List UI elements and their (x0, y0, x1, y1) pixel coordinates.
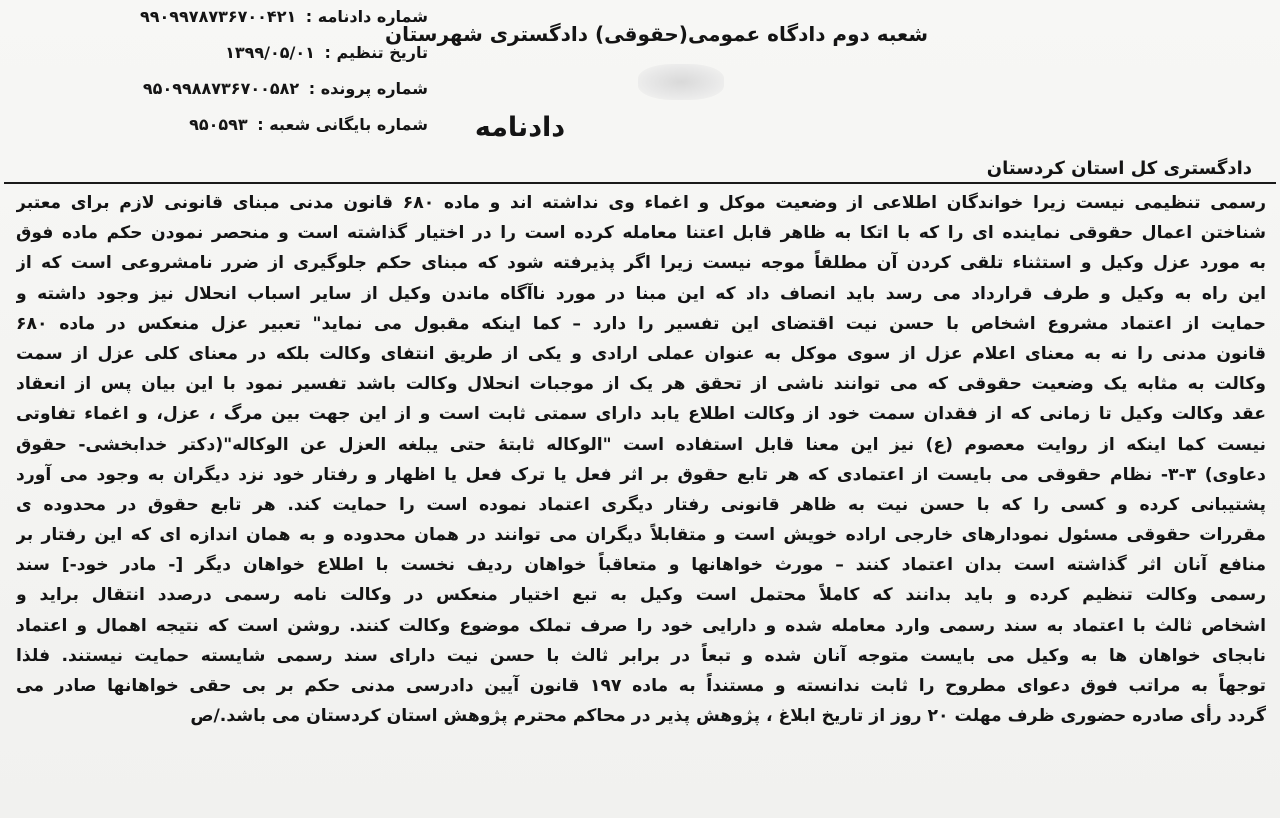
meta-label: شماره بایگانی شعبه : (257, 115, 428, 134)
meta-label: شماره پرونده : (308, 79, 428, 98)
text-line: توجهاً به مراتب فوق دعوای مطروح را ثابت ندانسته و مستنداً به ماده ۱۹۷ قانون آیین دادرسی مدنی حکم بر بی حقی خواهانها صادر می (16, 676, 1266, 696)
text-line: عقد وکالت وکیل تا زمانی که از فقدان سمت خود از وکالت اطلاع یابد دارای سمتی ثابت است و از این جهت بین مرگ ، عزل، و اغماء تفاوتی (16, 404, 1266, 425)
meta-value: ۹۵۰۵۹۳ (189, 115, 248, 134)
redacted-area (638, 64, 724, 100)
meta-row-issue-date (108, 38, 428, 74)
document-title: دادنامه (474, 112, 566, 143)
text-line: به مورد عزل وکیل و استثناء تلقی کردن آن مطلقاً موجه نیست زیرا اگر پذیرفته شود که مبنای حکم جلوگیری از ضرر نامشروعی است که از (16, 253, 1266, 274)
text-line: حمایت از اعتماد مشروع اشخاص با حسن نیت اقتضای این تفسیر را دارد – کما اینکه مقبول می نماید" تعبیر عزل منعکس در ماده ۶۸۰ (16, 313, 1266, 334)
text-line: رسمی وکالت تنظیم کرده و باید بدانند که کاملاً محتمل است وکیل به تبع اختیار منعکس در وکالت نامه رسمی درصدد انتقال براید و (16, 585, 1266, 606)
court-subtitle: دادگستری کل استان کردستان (986, 158, 1252, 179)
meta-value: ۱۳۹۹/۰۵/۰۱ (225, 43, 315, 62)
text-line: نیست کما اینکه از روایت معصوم (ع) نیز این معنا قابل استفاده است "الوکاله ثابتهٔ حتی یبلغه العزل عن الوکاله"(دکتر خدابخشی- حقوق (16, 434, 1266, 455)
text-line: پشتیبانی کرده و کسی را که با حسن نیت به ظاهر قانونی رفتار دیگری اعتماد نموده است را حمایت کند. هر تابع حقوق در محدوده ی (16, 494, 1266, 515)
verdict-body (16, 188, 1266, 814)
text-line: شناختن اعمال حقوقی نماینده ای را که با اتکا به ظاهر قابل اعتنا معامله کرده است را در اختیار گذاشته است و منحصر نمودن حکم ماده فوق (16, 223, 1266, 244)
meta-row-case-number (108, 74, 428, 110)
header-divider (4, 182, 1276, 184)
text-line-final: گردد رأی صادره حضوری ظرف مهلت ۲۰ روز از تاریخ ابلاغ ، پژوهش پذیر در محاکم محترم پژوهش استان کردستان می باشد./ص (190, 706, 1266, 727)
meta-value: ۹۵۰۹۹۸۸۷۳۶۷۰۰۵۸۲ (142, 79, 300, 98)
meta-row-verdict-number (108, 2, 428, 38)
court-title: شعبه دوم دادگاه عمومی(حقوقی) دادگستری شهرستان (385, 22, 928, 46)
text-line: مقررات حقوقی مسئول نمودارهای خارجی اراده خویش است و متقابلاً دیگران می توانند در همان محدوده و به همان اندازه ای که این رفتار بر (16, 525, 1266, 546)
text-line: نابجای خواهان ها به وکیل می بایست متوجه آنان شده و تبعاً در برابر ثالث با حسن نیت دارای سند رسمی شایسته حمایت نیستند. فلذا (16, 645, 1266, 666)
text-line: این راه به وکیل و طرف قرارداد می رسد باید انصاف داد که این مبنا در مورد ناآگاه ماندن وکیل از سایر اسباب انحلال نیز وجود داشته و (16, 283, 1266, 304)
text-line: دعاوی) ۳-۳- نظام حقوقی می بایست از اعتمادی که هر تابع حقوق بر اثر فعل یا ترک فعل یا اظهار و رفتار خود نزد دیگران به وجود می آورد (16, 464, 1266, 485)
meta-value: ۹۹۰۹۹۷۸۷۳۶۷۰۰۴۲۱ (139, 7, 297, 26)
text-line: رسمی تنظیمی نیست زیرا خواندگان اطلاعی از وضعیت موکل و اغماء وی نداشته اند و ماده ۶۸۰ قانون مدنی مبنای قانونی لازم برای معتبر (16, 193, 1266, 213)
text-line: قانون مدنی را نه به معنای اعلام عزل از سوی موکل به عنوان عملی ارادی و یکی از طریق انتفای وکالت بلکه در معنای کلی عزل از سمت (16, 343, 1266, 364)
meta-label: شماره دادنامه : (305, 7, 428, 26)
text-line: اشخاص ثالث با اعتماد به سند رسمی وارد معامله شده و دارایی خود را صرف تملک موضوع وکالت کنند. روشن است که نتیجه اهمال و اعتماد (16, 615, 1266, 636)
text-line: منافع آنان اثر گذاشته است بدان اعتماد کنند – مورث خواهانها و متعاقباً خواهان ردیف نخست با اطلاع خواهان دیگر [- مادر خود-] سند (16, 555, 1266, 576)
meta-label: تاریخ تنظیم : (324, 43, 428, 62)
text-line: وکالت به مثابه یک وضعیت حقوقی که می توانند ناشی از تحقق هر یک از موجبات انحلال وکالت باشد تفسیر نمود با این بیان پس از انعقاد (16, 374, 1266, 395)
